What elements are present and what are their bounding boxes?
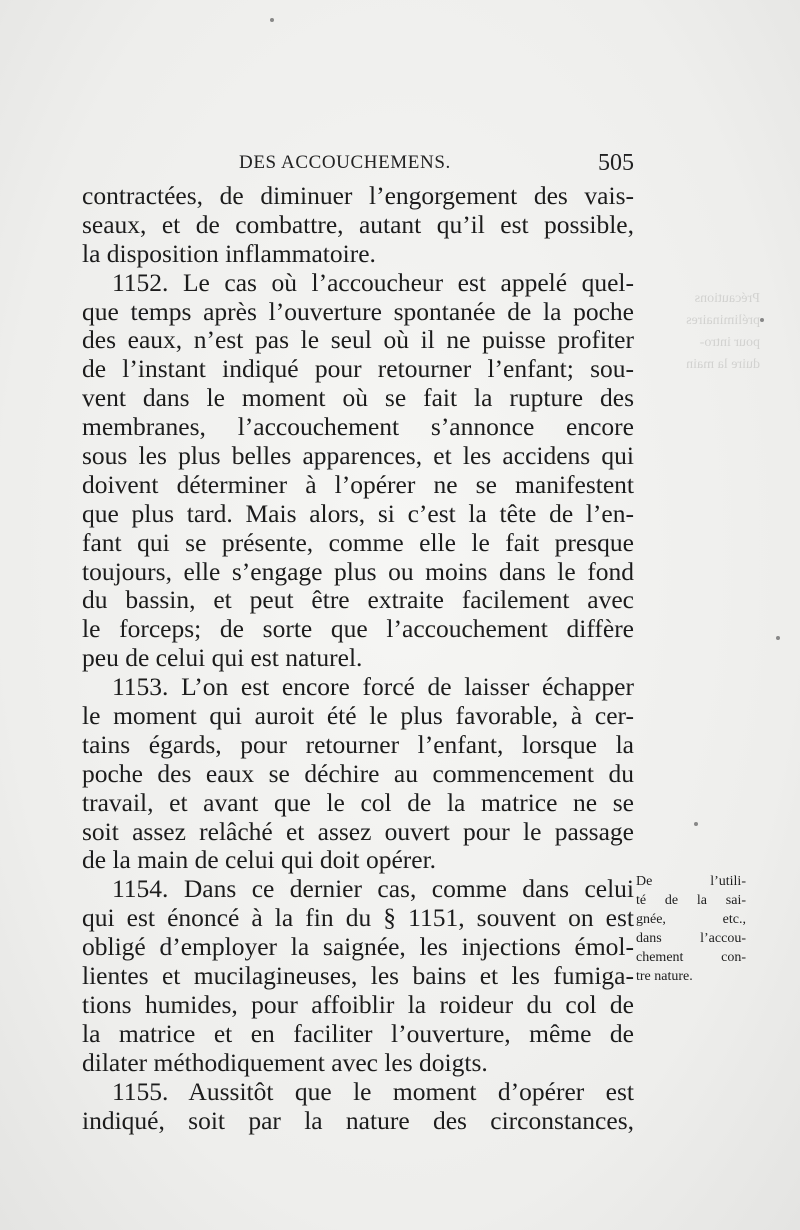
text-line: soit assez relâché et assez ouvert pour le passage xyxy=(82,816,634,846)
text-line: dilater méthodiquement avec les doigts. xyxy=(82,1047,488,1077)
text-line: de la main de celui qui doit opérer. xyxy=(82,845,437,875)
text-line: des eaux, n’est pas le seul où il ne puisse profiter xyxy=(82,325,634,355)
paper-speck xyxy=(776,636,780,640)
paragraph-start-1154: 1154. Dans ce dernier cas, comme dans celui xyxy=(112,874,634,904)
text-line: membranes, l’accouchement s’annonce encore xyxy=(82,412,634,442)
text-line: seaux, et de combattre, autant qu’il est possible, xyxy=(82,209,634,239)
text-line: qui est énoncé à la fin du § 1151, souvent on est xyxy=(82,903,634,933)
text-line: indiqué, soit par la nature des circonstances, xyxy=(82,1105,634,1135)
text-line: fant qui se présente, comme elle le fait presque xyxy=(82,527,634,557)
text-line: travail, et avant que le col de la matrice ne se xyxy=(82,787,634,817)
margin-note-line: De l’utili- xyxy=(636,874,746,889)
text-line: la disposition inflammatoire. xyxy=(82,238,376,268)
body-text xyxy=(82,182,634,1135)
margin-note-line: tre nature. xyxy=(636,969,693,984)
text-line: poche des eaux se déchire au commencement du xyxy=(82,758,634,788)
paper-speck xyxy=(694,822,698,826)
margin-note-line: té de la sai- xyxy=(636,893,746,908)
text-line: le moment qui auroit été le plus favorable, à cer- xyxy=(82,701,634,731)
text-line: du bassin, et peut être extraite facilement avec xyxy=(82,585,634,615)
text-line: lientes et mucilagineuses, les bains et les fumiga- xyxy=(82,961,634,991)
text-line: de l’instant indiqué pour retourner l’enfant; sou- xyxy=(82,354,634,384)
text-line: peu de celui qui est naturel. xyxy=(82,643,363,673)
text-line: sous les plus belles apparences, et les accidens qui xyxy=(82,441,634,471)
text-line: obligé d’employer la saignée, les injections émol- xyxy=(82,932,634,962)
page-number: 505 xyxy=(598,150,634,176)
text-line: toujours, elle s’engage plus ou moins dans le fond xyxy=(82,556,634,586)
paragraph-start-1152: 1152. Le cas où l’accoucheur est appelé quel- xyxy=(112,267,634,297)
text-line: vent dans le moment où se fait la rupture des xyxy=(82,383,634,413)
show-through-line: pour intro- xyxy=(699,335,760,350)
margin-note-line: gnée, etc., xyxy=(636,912,746,927)
text-line: doivent déterminer à l’opérer ne se manifestent xyxy=(82,469,634,499)
page-header xyxy=(82,152,634,182)
paper-speck xyxy=(760,318,764,322)
margin-note-line: chement con- xyxy=(636,950,746,965)
text-line: tions humides, pour affoiblir la roideur du col de xyxy=(82,989,634,1019)
text-line: que plus tard. Mais alors, si c’est la tête de l’en- xyxy=(82,498,634,528)
paragraph-start-1155: 1155. Aussitôt que le moment d’opérer est xyxy=(112,1076,634,1106)
show-through-text xyxy=(640,288,760,376)
paper-speck xyxy=(270,18,274,22)
text-line: le forceps; de sorte que l’accouchement diffère xyxy=(82,614,634,644)
paragraph-start-1153: 1153. L’on est encore forcé de laisser échapper xyxy=(112,672,634,702)
show-through-line: duire la main xyxy=(686,357,760,372)
running-title: DES ACCOUCHEMENS. xyxy=(239,152,451,173)
text-line: la matrice et en faciliter l’ouverture, même de xyxy=(82,1018,634,1048)
text-line: tains égards, pour retourner l’enfant, lorsque la xyxy=(82,729,634,759)
text-line: contractées, de diminuer l’engorgement des vais- xyxy=(82,181,634,210)
show-through-line: préliminaires xyxy=(686,313,760,328)
text-line: que temps après l’ouverture spontanée de la poche xyxy=(82,296,634,326)
margin-note-line: dans l’accou- xyxy=(636,931,746,946)
show-through-line: Précautions xyxy=(694,291,760,306)
margin-note xyxy=(636,872,746,986)
